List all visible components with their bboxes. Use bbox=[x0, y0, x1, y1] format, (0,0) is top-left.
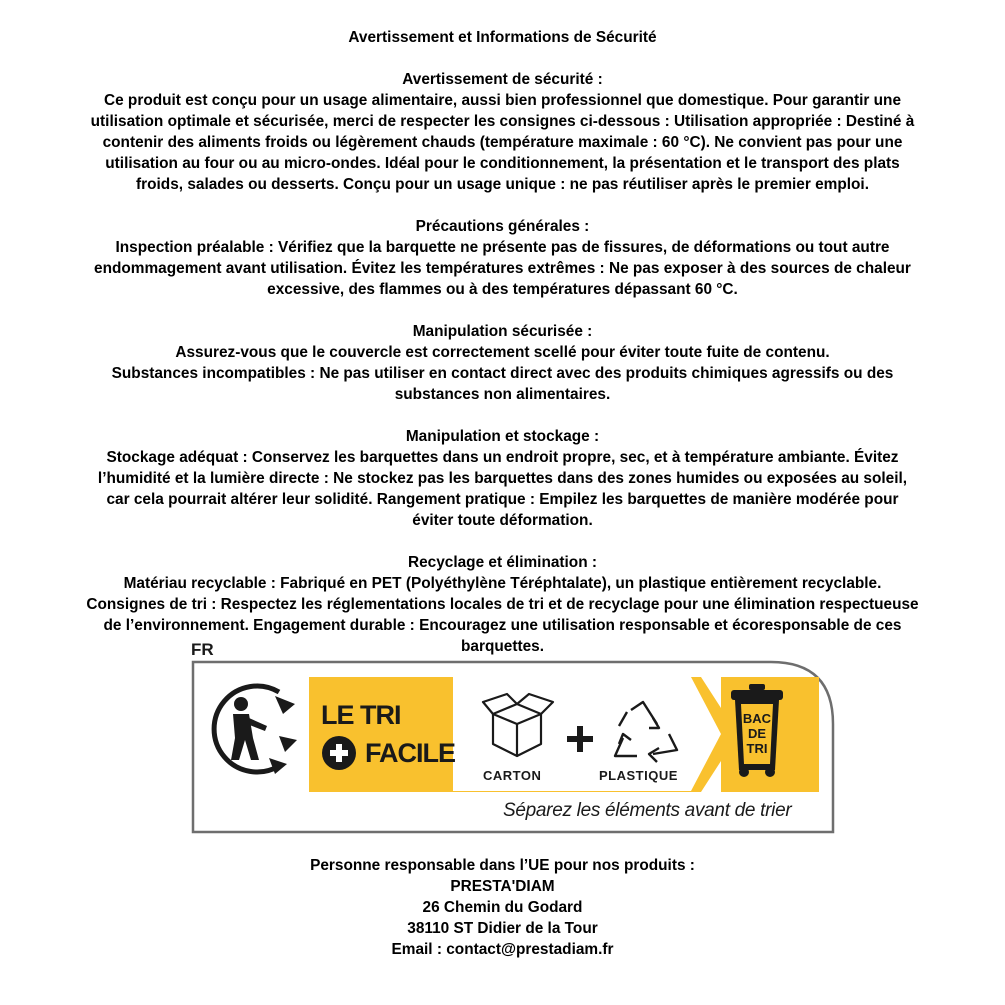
section-safe-handling bbox=[8, 321, 997, 405]
bin-label-line1: BAC bbox=[742, 711, 772, 726]
bin-label-line2: DE bbox=[747, 726, 767, 741]
text-line: contenir des aliments froids ou légèrement chauds (température maximale : 60 °C). Ne convient pas pour une bbox=[102, 134, 903, 151]
plus-icon bbox=[322, 736, 356, 770]
contact-email: Email : contact@prestadiam.fr bbox=[391, 941, 614, 958]
company-name: PRESTA'DIAM bbox=[450, 878, 555, 895]
text-line: éviter toute déformation. bbox=[412, 512, 593, 529]
section-general-precautions bbox=[8, 216, 997, 300]
document-title: Avertissement et Informations de Sécurité bbox=[348, 29, 657, 46]
recycling-label bbox=[191, 640, 835, 835]
text-line: Inspection préalable : Vérifiez que la barquette ne présente pas de fissures, de déformations ou tout autre bbox=[115, 239, 890, 256]
item-carton-label: CARTON bbox=[483, 768, 542, 783]
text-line: Ce produit est conçu pour un usage alimentaire, aussi bien professionnel que domestique. Pour garantir une bbox=[103, 92, 902, 109]
bin-label bbox=[739, 711, 775, 756]
country-code: FR bbox=[191, 640, 214, 659]
safety-document bbox=[8, 27, 997, 657]
text-line: Matériau recyclable : Fabriqué en PET (Polyéthylène Téréphtalate), un plastique entièrement recyclable. bbox=[123, 575, 882, 592]
section-heading: Manipulation sécurisée : bbox=[412, 323, 593, 340]
text-line: substances non alimentaires. bbox=[394, 386, 611, 403]
city-address: 38110 ST Didier de la Tour bbox=[407, 920, 598, 937]
item-plastique-label: PLASTIQUE bbox=[599, 768, 678, 783]
bin-label-line3: TRI bbox=[746, 741, 768, 756]
text-line: car cela pourrait altérer leur solidité. Rangement pratique : Empilez les barquettes de manière modérée pour bbox=[106, 491, 899, 508]
text-line: Assurez-vous que le couvercle est correctement scellé pour éviter toute fuite de contenu. bbox=[175, 344, 830, 361]
text-line: Substances incompatibles : Ne pas utiliser en contact direct avec des produits chimiques agressifs ou des bbox=[111, 365, 894, 382]
section-safety-warning bbox=[8, 69, 997, 195]
section-heading: Précautions générales : bbox=[415, 218, 590, 235]
street-address: 26 Chemin du Godard bbox=[422, 899, 583, 916]
section-heading: Recyclage et élimination : bbox=[407, 554, 598, 571]
text-line: Consignes de tri : Respectez les réglementations locales de tri et de recyclage pour une élimination respectueuse bbox=[86, 596, 919, 613]
text-line: de l’environnement. Engagement durable : Encouragez une utilisation responsable et écoresponsable de ces bbox=[103, 617, 902, 634]
text-line: utilisation au four ou au micro-ondes. Idéal pour le conditionnement, la présentation et le transport des plats bbox=[105, 155, 900, 172]
footer-contact bbox=[0, 855, 1005, 960]
text-line: endommagement avant utilisation. Évitez les températures extrêmes : Ne pas exposer à des sources de chaleur bbox=[94, 260, 911, 277]
label-line1: LE TRI bbox=[321, 700, 401, 730]
label-line2: FACILE bbox=[365, 738, 456, 768]
text-line: barquettes. bbox=[461, 638, 544, 655]
text-line: l’humidité et la lumière directe : Ne stockez pas les barquettes dans des zones humides ou exposées au soleil, bbox=[97, 470, 908, 487]
text-line: froids, salades ou desserts. Conçu pour un usage unique : ne pas réutiliser après le premier emploi. bbox=[136, 176, 869, 193]
section-handling-storage bbox=[8, 426, 997, 531]
text-line: excessive, des flammes ou à des températures dépassant 60 °C. bbox=[267, 281, 738, 298]
section-heading: Avertissement de sécurité : bbox=[402, 71, 603, 88]
sorting-instruction: Séparez les éléments avant de trier bbox=[503, 800, 792, 821]
section-heading: Manipulation et stockage : bbox=[405, 428, 600, 445]
text-line: Stockage adéquat : Conservez les barquettes dans un endroit propre, sec, et à température ambiante. Évitez bbox=[106, 449, 899, 466]
text-line: utilisation optimale et sécurisée, merci de respecter les consignes ci-dessous : Utilisation appropriée : Destiné à bbox=[90, 113, 915, 130]
responsible-person-heading: Personne responsable dans l’UE pour nos produits : bbox=[310, 857, 695, 874]
